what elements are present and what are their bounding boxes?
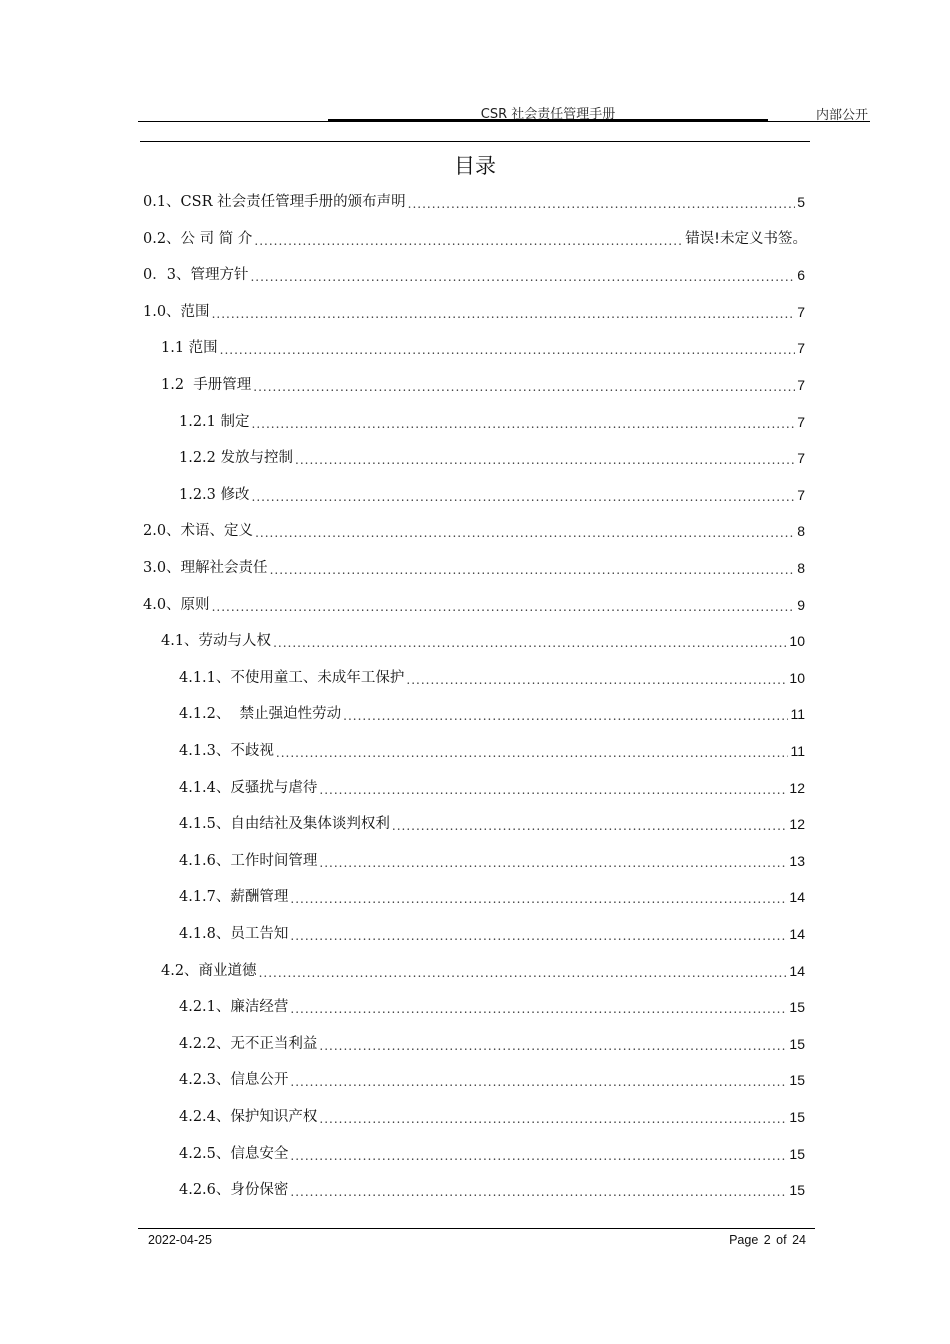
toc-entry-label: 4.2.6、身份保密 bbox=[179, 1182, 289, 1198]
toc-entry-label: 1.2.1 制定 bbox=[179, 414, 250, 430]
toc-entry-page-number: 12 bbox=[789, 816, 805, 832]
toc-entry-leader-dots bbox=[254, 233, 683, 249]
toc-entry-label: 4.2、商业道德 bbox=[161, 963, 257, 979]
toc-entry-leader-dots bbox=[259, 965, 788, 981]
toc-entry-leader-dots bbox=[253, 379, 795, 395]
toc-entry-label: 4.1.2、 禁止强迫性劳动 bbox=[179, 706, 342, 722]
toc-entry-label: 0．3、管理方针 bbox=[143, 267, 249, 283]
footer-rule bbox=[138, 1228, 815, 1229]
toc-entry-page-number: 6 bbox=[797, 267, 805, 283]
toc-entry-label: 4.1.3、不歧视 bbox=[179, 743, 274, 759]
toc-entry-page-number: 7 bbox=[797, 304, 805, 320]
toc-entry-page-number: 7 bbox=[797, 414, 805, 430]
toc-entry[interactable] bbox=[179, 922, 805, 944]
toc-entry[interactable] bbox=[143, 300, 805, 322]
toc-entry-page-number: 15 bbox=[789, 1182, 805, 1198]
toc-entry-leader-dots bbox=[406, 672, 787, 688]
toc-entry-label: 4.1.1、不使用童工、未成年工保护 bbox=[179, 670, 405, 686]
toc-entry[interactable] bbox=[143, 227, 807, 249]
toc-entry-page-number: 14 bbox=[789, 889, 805, 905]
toc-entry-page-number: 11 bbox=[790, 706, 805, 722]
toc-entry-page-number: 错误!未定义书签。 bbox=[685, 231, 807, 247]
toc-entry-page-number: 11 bbox=[790, 743, 805, 759]
toc-entry[interactable] bbox=[179, 483, 805, 505]
toc-entry-label: 4.2.1、廉洁经营 bbox=[179, 999, 289, 1015]
toc-entry-leader-dots bbox=[290, 1074, 787, 1090]
toc-entry-leader-dots bbox=[290, 1184, 787, 1200]
toc-title: 目录 bbox=[454, 154, 496, 178]
toc-entry[interactable] bbox=[179, 702, 805, 724]
toc-entry[interactable] bbox=[179, 776, 805, 798]
toc-entry-leader-dots bbox=[319, 1038, 787, 1054]
toc-entry-page-number: 9 bbox=[797, 597, 805, 613]
toc-entry-leader-dots bbox=[270, 562, 796, 578]
toc-entry-leader-dots bbox=[250, 269, 795, 285]
toc-entry[interactable] bbox=[143, 556, 805, 578]
toc-entry-label: 4.2.2、无不正当利益 bbox=[179, 1036, 318, 1052]
footer-date: 2022-04-25 bbox=[148, 1233, 212, 1247]
header-classification: 内部公开 bbox=[815, 108, 868, 123]
toc-entry-leader-dots bbox=[212, 306, 796, 322]
toc-entry[interactable] bbox=[179, 885, 805, 907]
toc-entry-label: 0.2、公 司 简 介 bbox=[143, 231, 253, 247]
toc-entry-leader-dots bbox=[392, 818, 788, 834]
toc-entry-page-number: 14 bbox=[789, 963, 805, 979]
header-rule bbox=[138, 121, 870, 122]
toc-entry-label: 4.1.8、员工告知 bbox=[179, 926, 289, 942]
toc-entry-page-number: 15 bbox=[789, 1072, 805, 1088]
toc-entry[interactable] bbox=[143, 190, 805, 212]
toc-entry-label: 4.1.4、反骚扰与虐待 bbox=[179, 780, 318, 796]
toc-entry-label: 3.0、理解社会责任 bbox=[143, 560, 268, 576]
toc-entry-page-number: 10 bbox=[789, 633, 805, 649]
toc-entry-label: 1.0、范围 bbox=[143, 304, 210, 320]
toc-entry[interactable] bbox=[179, 1142, 805, 1164]
toc-entry-label: 4.1、劳动与人权 bbox=[161, 633, 272, 649]
toc-entry-label: 0.1、CSR 社会责任管理手册的颁布声明 bbox=[143, 194, 406, 210]
toc-entry[interactable] bbox=[179, 1068, 805, 1090]
toc-entry[interactable] bbox=[179, 410, 805, 432]
toc-entry[interactable] bbox=[179, 812, 805, 834]
toc-entry-page-number: 7 bbox=[797, 487, 805, 503]
toc-entry-page-number: 8 bbox=[797, 560, 805, 576]
toc-entry-leader-dots bbox=[212, 599, 796, 615]
toc-entry-page-number: 7 bbox=[797, 377, 805, 393]
toc-entry-page-number: 13 bbox=[789, 853, 805, 869]
toc-entry-leader-dots bbox=[290, 891, 787, 907]
toc-entry-leader-dots bbox=[255, 525, 795, 541]
toc-entry-page-number: 15 bbox=[789, 1109, 805, 1125]
toc-entry-leader-dots bbox=[252, 489, 796, 505]
toc-entry-page-number: 14 bbox=[789, 926, 805, 942]
toc-entry-label: 1.2 手册管理 bbox=[161, 377, 252, 393]
toc-entry-page-number: 15 bbox=[789, 999, 805, 1015]
toc-entry-leader-dots bbox=[220, 342, 796, 358]
toc-entry-label: 4.2.4、保护知识产权 bbox=[179, 1109, 318, 1125]
toc-entry-label: 4.1.7、薪酬管理 bbox=[179, 889, 289, 905]
header-document-title: CSR 社会责任管理手册 bbox=[480, 107, 616, 122]
toc-entry-page-number: 7 bbox=[797, 340, 805, 356]
toc-entry-page-number: 12 bbox=[789, 780, 805, 796]
toc-entry[interactable] bbox=[179, 666, 805, 688]
toc-entry-leader-dots bbox=[408, 196, 796, 212]
header-rule-secondary bbox=[140, 141, 810, 142]
toc-entry[interactable] bbox=[161, 629, 805, 651]
toc-entry-label: 2.0、术语、定义 bbox=[143, 523, 254, 539]
toc-entry-leader-dots bbox=[273, 635, 787, 651]
toc-entry[interactable] bbox=[179, 739, 805, 761]
toc-entry[interactable] bbox=[179, 1178, 805, 1200]
toc-entry-leader-dots bbox=[343, 708, 788, 724]
toc-entry-page-number: 5 bbox=[797, 194, 805, 210]
toc-entry[interactable] bbox=[179, 849, 805, 871]
toc-entry-leader-dots bbox=[319, 782, 787, 798]
footer-page-info: Page 2 of 24 bbox=[729, 1233, 806, 1247]
toc-entry-label: 1.2.3 修改 bbox=[179, 487, 250, 503]
toc-entry[interactable] bbox=[179, 1032, 805, 1054]
toc-entry-label: 4.2.3、信息公开 bbox=[179, 1072, 289, 1088]
toc-entry[interactable] bbox=[179, 995, 805, 1017]
toc-entry[interactable] bbox=[161, 373, 805, 395]
toc-entry[interactable] bbox=[143, 519, 805, 541]
toc-entry-label: 1.2.2 发放与控制 bbox=[179, 450, 294, 466]
toc-entry-leader-dots bbox=[319, 1111, 787, 1127]
toc-entry-label: 1.1 范围 bbox=[161, 340, 218, 356]
toc-entry-label: 4.1.5、自由结社及集体谈判权利 bbox=[179, 816, 390, 832]
toc-entry[interactable] bbox=[143, 593, 805, 615]
toc-entry-page-number: 15 bbox=[789, 1146, 805, 1162]
toc-entry[interactable] bbox=[161, 959, 805, 981]
toc-entry-leader-dots bbox=[295, 452, 795, 468]
toc-entry[interactable] bbox=[161, 336, 805, 358]
toc-entry-page-number: 15 bbox=[789, 1036, 805, 1052]
toc-entry-page-number: 10 bbox=[789, 670, 805, 686]
toc-entry[interactable] bbox=[179, 1105, 805, 1127]
toc-entry-leader-dots bbox=[290, 1001, 787, 1017]
toc-entry-leader-dots bbox=[276, 745, 789, 761]
toc-entry-leader-dots bbox=[290, 928, 787, 944]
toc-entry-label: 4.2.5、信息安全 bbox=[179, 1146, 289, 1162]
toc-entry[interactable] bbox=[143, 263, 805, 285]
toc-entry-page-number: 8 bbox=[797, 523, 805, 539]
toc-entry-leader-dots bbox=[319, 855, 787, 871]
toc-entry[interactable] bbox=[179, 446, 805, 468]
toc-entry-page-number: 7 bbox=[797, 450, 805, 466]
toc-entry-label: 4.1.6、工作时间管理 bbox=[179, 853, 318, 869]
toc-entry-leader-dots bbox=[252, 416, 796, 432]
toc-entry-leader-dots bbox=[290, 1148, 787, 1164]
toc-entry-label: 4.0、原则 bbox=[143, 597, 210, 613]
